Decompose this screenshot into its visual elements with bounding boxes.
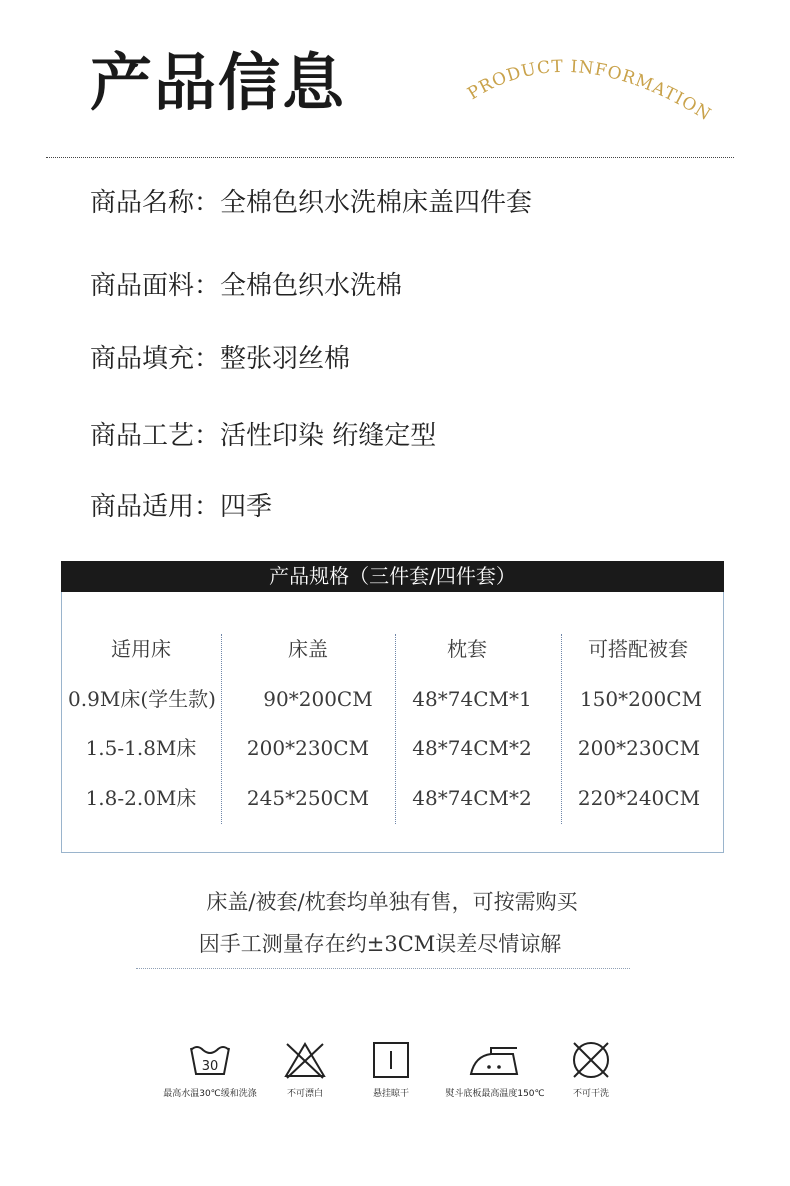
page-subtitle: PRODUCT INFORMATION [464, 56, 715, 126]
info-sep: ： [194, 188, 221, 218]
svg-text:PRODUCT INFORMATION [464, 57, 715, 125]
table-cell: 48*74CM*2 [412, 736, 532, 760]
info-row-filling [90, 346, 350, 372]
care-label: 悬挂晾干 [372, 1089, 409, 1099]
wash-temp-number: 30 [201, 1059, 219, 1074]
info-sep: ： [194, 492, 221, 522]
info-row-craft [90, 423, 436, 449]
table-cell: 220*240CM [577, 786, 701, 810]
wash-30-icon [188, 1040, 232, 1080]
table-header-cell: 可搭配被套 [588, 637, 688, 661]
no-bleach-icon [283, 1040, 327, 1080]
info-label: 商品填充 [90, 344, 195, 374]
care-label: 不可漂白 [286, 1089, 323, 1099]
table-cell: 150*200CM [579, 687, 703, 711]
spec-title-bar: 产品规格（三件套/四件套） [61, 561, 724, 592]
no-dry-clean-icon [569, 1040, 613, 1080]
line-dry-icon [369, 1040, 413, 1080]
info-label: 商品名称 [90, 188, 195, 218]
table-cell: 48*74CM*2 [412, 786, 532, 810]
note-sold-separately: 床盖/被套/枕套均单独有售，可按需购买 [206, 890, 578, 914]
info-sep: ： [194, 421, 221, 451]
notes-divider [136, 968, 630, 969]
header-divider [46, 157, 734, 158]
iron-icon [467, 1040, 523, 1080]
info-row-name [90, 190, 532, 216]
care-no-dry-clean [526, 1040, 656, 1099]
info-value: 活性印染 绗缝定型 [220, 421, 437, 451]
info-value: 整张羽丝棉 [220, 344, 351, 374]
info-row-fabric [90, 273, 402, 299]
table-header-cell: 枕套 [447, 637, 487, 661]
table-cell: 0.9M床(学生款) [68, 687, 216, 711]
column-divider [221, 634, 222, 824]
info-label: 商品面料 [90, 271, 195, 301]
table-header-cell: 适用床 [111, 637, 171, 661]
table-header-cell: 床盖 [288, 637, 328, 661]
table-cell: 1.8-2.0M床 [85, 786, 197, 810]
info-label: 商品适用 [90, 492, 195, 522]
product-information-arc-text [460, 48, 720, 138]
column-divider [395, 634, 396, 824]
table-cell: 245*250CM [246, 786, 370, 810]
care-label: 最高水温30℃缓和洗涤 [163, 1089, 257, 1099]
table-cell: 200*230CM [246, 736, 370, 760]
info-sep: ： [194, 271, 221, 301]
table-cell: 48*74CM*1 [412, 687, 532, 711]
column-divider [561, 634, 562, 824]
info-value: 四季 [220, 492, 273, 522]
note-measurement-error: 因手工测量存在约±3CM误差尽情谅解 [198, 932, 562, 956]
page-title: 产品信息 [90, 46, 347, 119]
info-value: 全棉色织水洗棉床盖四件套 [220, 188, 533, 218]
table-cell: 1.5-1.8M床 [85, 736, 197, 760]
spec-table [61, 592, 724, 853]
table-cell: 200*230CM [577, 736, 701, 760]
info-label: 商品工艺 [90, 421, 195, 451]
info-value: 全棉色织水洗棉 [220, 271, 403, 301]
table-cell: 90*200CM [263, 687, 373, 711]
care-label: 熨斗底板最高温度150℃ [445, 1089, 545, 1099]
info-sep: ： [194, 344, 221, 374]
info-row-season [90, 494, 272, 520]
care-label: 不可干洗 [572, 1089, 609, 1099]
